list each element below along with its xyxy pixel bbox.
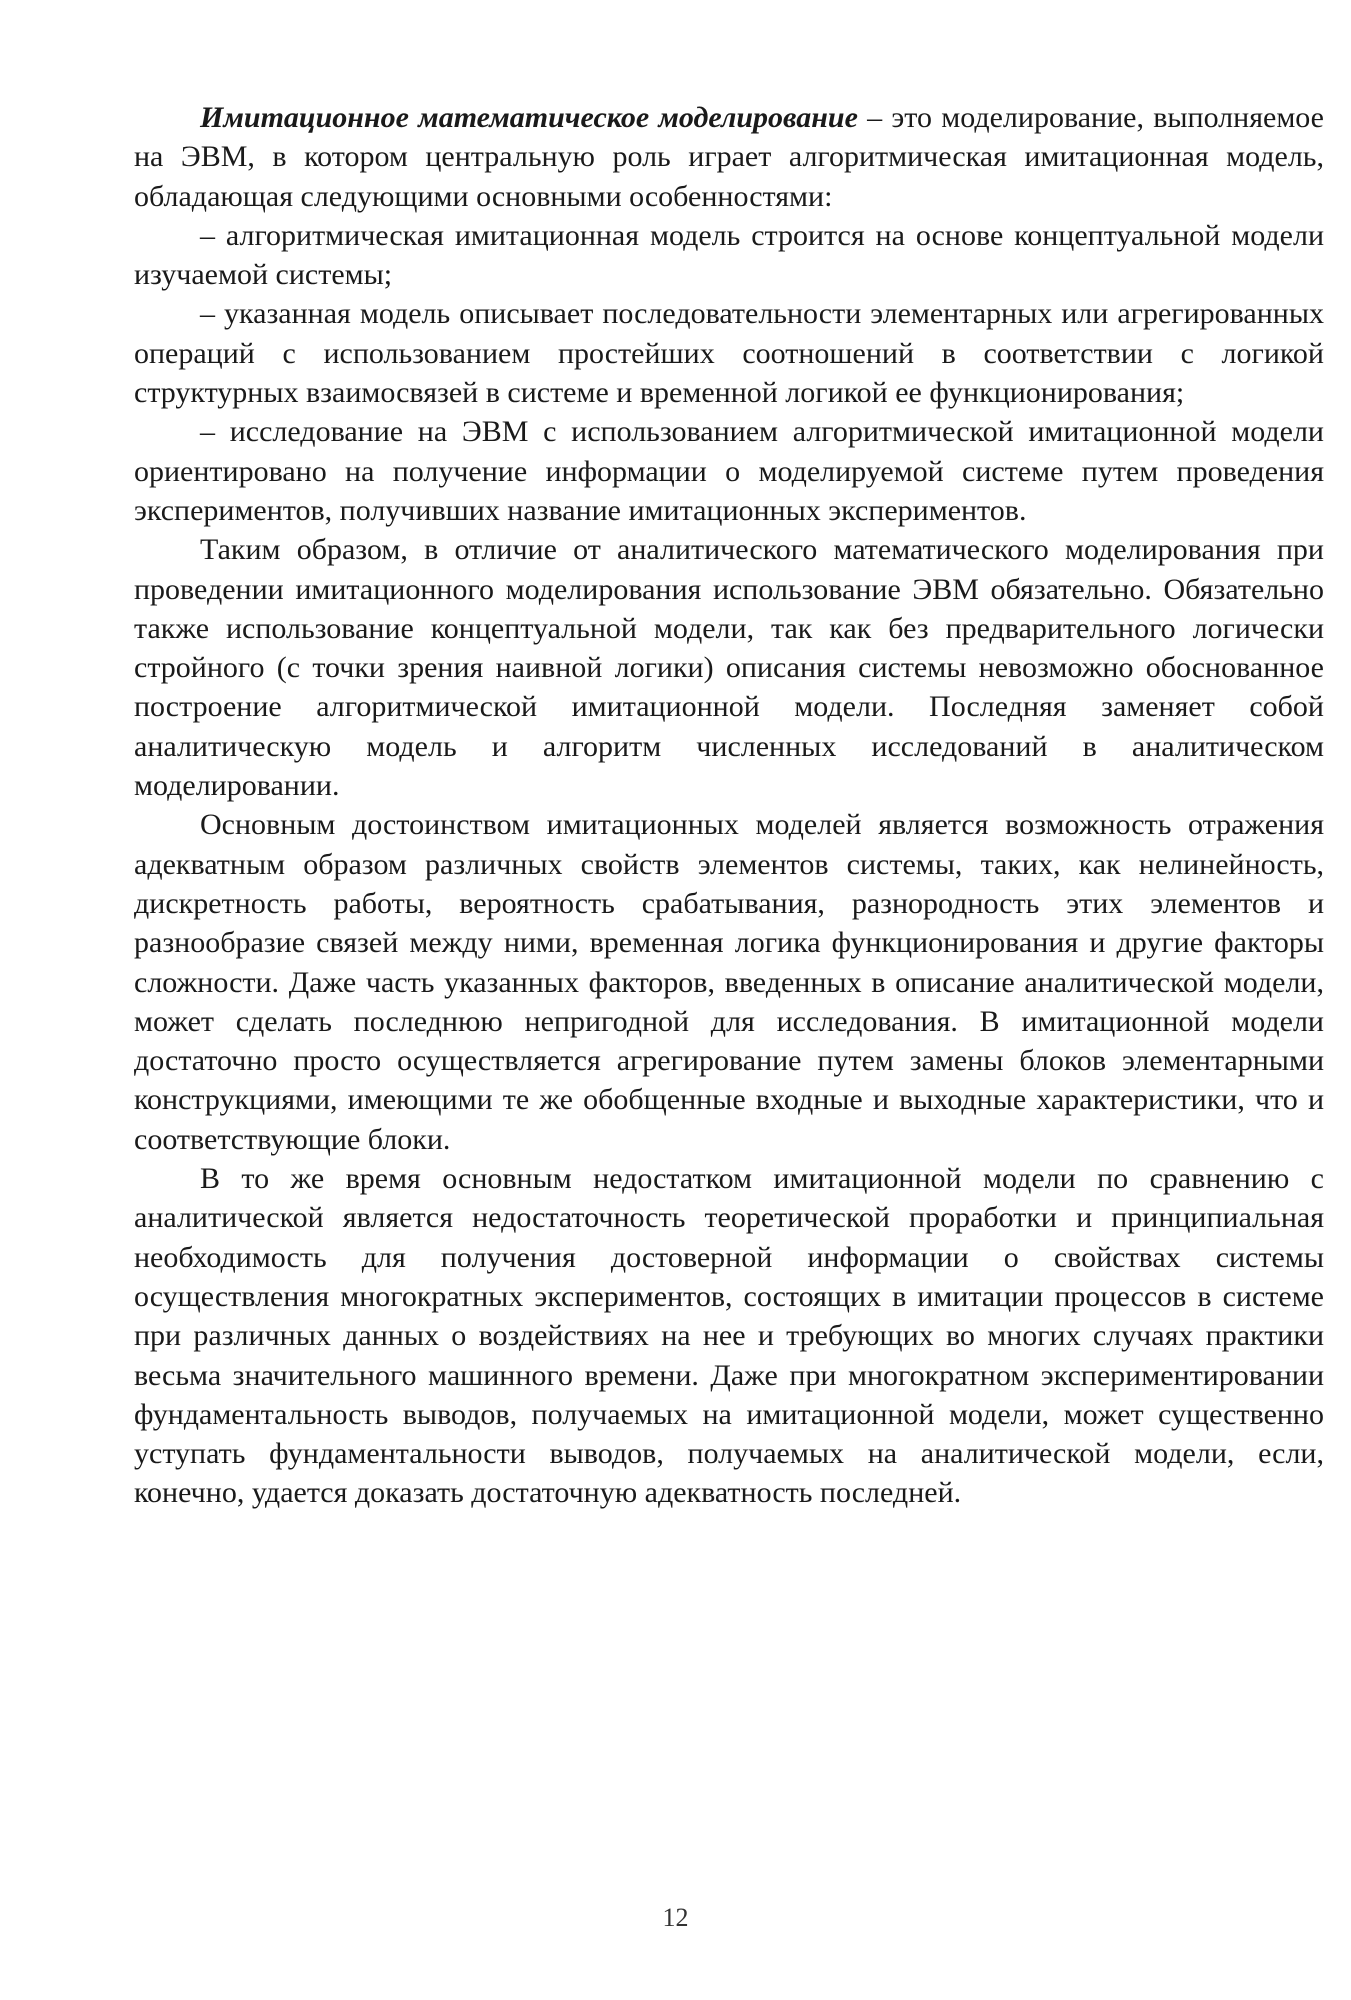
intro-paragraph — [134, 98, 1324, 216]
definition-text: – это моделирование, выполняемое на ЭВМ, в котором центральную роль играет алгоритмическая имитационная модель, обладающая следующими основными особенностями: — [134, 101, 1324, 213]
feature-item-2: – указанная модель описывает последовательности элементарных или агрегированных операций с использованием простейших соотношений в соответствии с логикой структурных взаимосвязей в системе и временной логикой ее функционирования; — [134, 297, 1324, 410]
feature-item-3: – исследование на ЭВМ с использованием алгоритмической имитационной модели ориентировано на получение информации о моделируемой системе путем проведения экспериментов, получивших название имитационных экспериментов. — [134, 415, 1324, 527]
paragraph-disadvantages: В то же время основным недостатком имитационной модели по сравнению с аналитической является недостаточность теоретической проработки и принципиальная необходимость для получения достоверной информации о свойствах системы осуществления многократных экспериментов, состоящих в имитации процессов в системе при различных данных о воздействиях на нее и требующих во многих случаях практики весьма значительного машинного времени. Даже при многократном экспериментировании фундаментальность выводов, получаемых на имитационной модели, может существенно уступать фундаментальности выводов, получаемых на аналитической модели, если, конечно, удается доказать достаточную адекватность последней. — [134, 1162, 1324, 1510]
paragraph-advantages: Основным достоинством имитационных моделей является возможность отражения адекватным образом различных свойств элементов системы, таких, как нелинейность, дискретность работы, вероятность срабатывания, разнородность этих элементов и разнообразие связей между ними, временная логика функционирования и другие факторы сложности. Даже часть указанных факторов, введенных в описание аналитической модели, может сделать последнюю непригодной для исследования. В имитационной модели достаточно просто осуществляется агрегирование путем замены блоков элементарными конструкциями, имеющими те же обобщенные входные и выходные характеристики, что и соответствующие блоки. — [134, 808, 1324, 1156]
feature-item-1: – алгоритмическая имитационная модель строится на основе концептуальной модели изучаемой системы; — [134, 218, 1324, 292]
page-number: 12 — [662, 1903, 689, 1932]
body-text — [134, 98, 1324, 1513]
defined-term: Имитационное математическое моделирование — [200, 101, 858, 134]
paragraph-analytical-comparison: Таким образом, в отличие от аналитического математического моделирования при проведении имитационного моделирования использование ЭВМ обязательно. Обязательно также использование концептуальной модели, так как без предварительного логически стройного (с точки зрения наивной логики) описания системы невозможно обоснованное построение алгоритмической имитационной модели. Последняя заменяет собой аналитическую модель и алгоритм численных исследований в аналитическом моделировании. — [134, 533, 1324, 803]
